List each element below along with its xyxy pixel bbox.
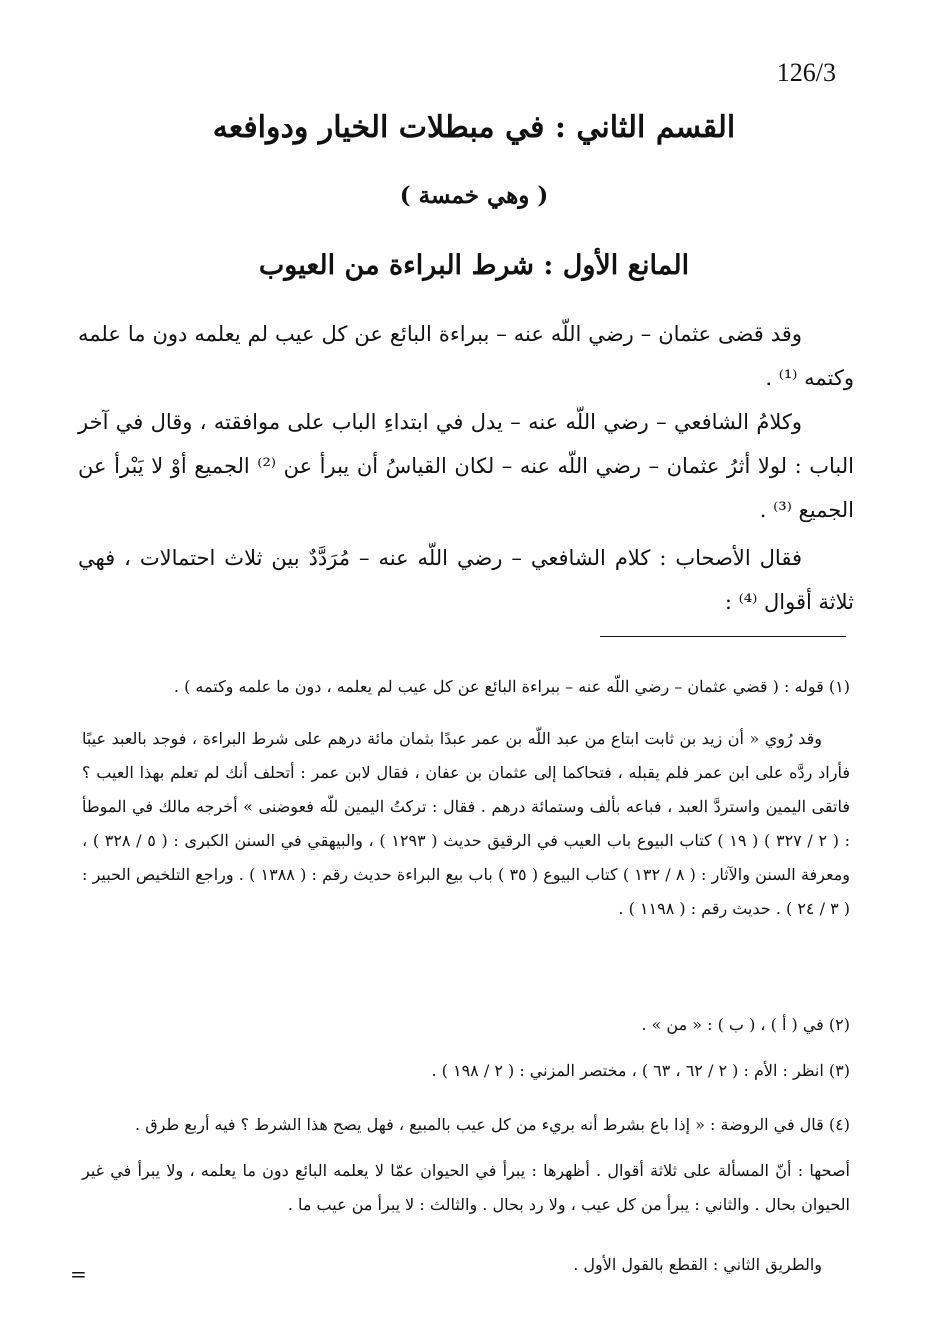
footnote-text: (٢) في ( أ ) ، ( ب ) : « من » .	[641, 1015, 850, 1034]
footnote-text: (٣) انظر : الأم : ( ٢ / ٦٢ ، ٦٣ ) ، مختصر المزني : ( ٢ / ١٩٨ ) .	[431, 1061, 850, 1080]
footnote-3	[82, 1054, 850, 1088]
section-heading: القسم الثاني : في مبطلات الخيار ودوافعه	[212, 110, 736, 145]
footnote-text: (١) قوله : ( قضي عثمان – رضي اللّه عنه – ببراءة البائع عن كل عيب لم يعلمه ، دون ما علمه وكتمه ) .	[173, 677, 850, 696]
footnote-4-end	[82, 1248, 850, 1282]
footnote-text: أصحها : أنّ المسألة على ثلاثة أقوال . أظهرها : يبرأ في الحيوان عمّا لا يعلمه البائع دون ما يعلمه ، ولا يبرأ في غير الحيوان بحال . والثاني : يبرأ من كل عيب ، ولا رد بحال . والثالث : لا يبرأ من عيب ما .	[82, 1161, 850, 1214]
footnote-separator	[600, 636, 846, 637]
obstacle-heading: المانع الأول : شرط البراءة من العيوب	[258, 250, 690, 281]
footnote-2	[82, 1008, 850, 1042]
footnote-text: وقد رُوي « أن زيد بن ثابت ابتاع من عبد اللّه بن عمر عبدًا بثمان مائة درهم على شرط البراءة ، فوجد بالعبد عيبًا فأراد ردَّه على ابن عمر فلم يقبله ، فتحاكما إلى عثمان بن عفان ، فقال لابن عمر : أتحلف أنك لم تعلم بهذا العيب ؟ فاتقى اليمين واستردَّ العبد ، فباعه بألف وستمائة درهم . فقال : تركتُ اليمين للّه فعوضنى » أخرجه مالك في الموطأ : ( ٢ / ٣٢٧ ) ( ١٩ ) كتاب البيوع باب العيب في الرقيق حديث ( ١٢٩٣ ) ، والبيهقي في السنن الكبرى : ( ٥ / ٣٢٨ ) ، ومعرفة السنن والآثار : ( ٨ / ١٣٢ ) كتاب البيوع ( ٣٥ ) باب بيع البراءة حديث رقم : ( ١٣٨٨ ) . وراجع التلخيص الحبير : ( ٣ / ٢٤ ) . حديث رقم : ( ١١٩٨ ) .	[82, 729, 851, 918]
footnote-text: (٤) قال في الروضة : « إذا باع بشرط أنه بريء من كل عيب بالمبيع ، فهل يصح هذا الشرط ؟ فيه أربع طرق .	[135, 1115, 850, 1134]
main-text	[78, 400, 854, 532]
main-text	[78, 312, 854, 400]
footnote-paragraph	[82, 1248, 850, 1282]
footnote-text: والطريق الثاني : القطع بالقول الأول .	[573, 1255, 822, 1274]
paragraph-text: وكلامُ الشافعي – رضي اللّه عنه – يدل في ابتداءِ الباب على موافقته ، وقال في آخر الباب : لولا أثرُ عثمان – رضي اللّه عنه – لكان القياسُ أن يبرأ عن ⁽²⁾ الجميع أوْ لا يَبْرأ عن الجميع ⁽³⁾ .	[78, 410, 854, 522]
section-subheading: ( وهي خمسة )	[399, 182, 549, 209]
main-text	[78, 536, 854, 624]
footnote-4	[82, 1108, 850, 1142]
footnote-4-continued	[82, 1154, 850, 1222]
paragraph-text: وقد قضى عثمان – رضي اللّه عنه – ببراءة البائع عن كل عيب لم يعلمه دون ما علمه وكتمه ⁽¹⁾ .	[78, 322, 854, 390]
footnote-1	[82, 670, 850, 704]
page-number: 126/3	[776, 58, 836, 87]
footnote-paragraph	[82, 722, 850, 926]
paragraph	[78, 400, 854, 532]
footnote-1-continued	[82, 722, 850, 926]
paragraph-text: فقال الأصحاب : كلام الشافعي – رضي اللّه عنه – مُرَدَّدٌ بين ثلاث احتمالات ، فهي ثلاثة أقوال ⁽⁴⁾ :	[78, 546, 854, 614]
paragraph	[78, 536, 854, 624]
paragraph	[78, 312, 854, 400]
continuation-mark: =	[70, 1262, 87, 1286]
